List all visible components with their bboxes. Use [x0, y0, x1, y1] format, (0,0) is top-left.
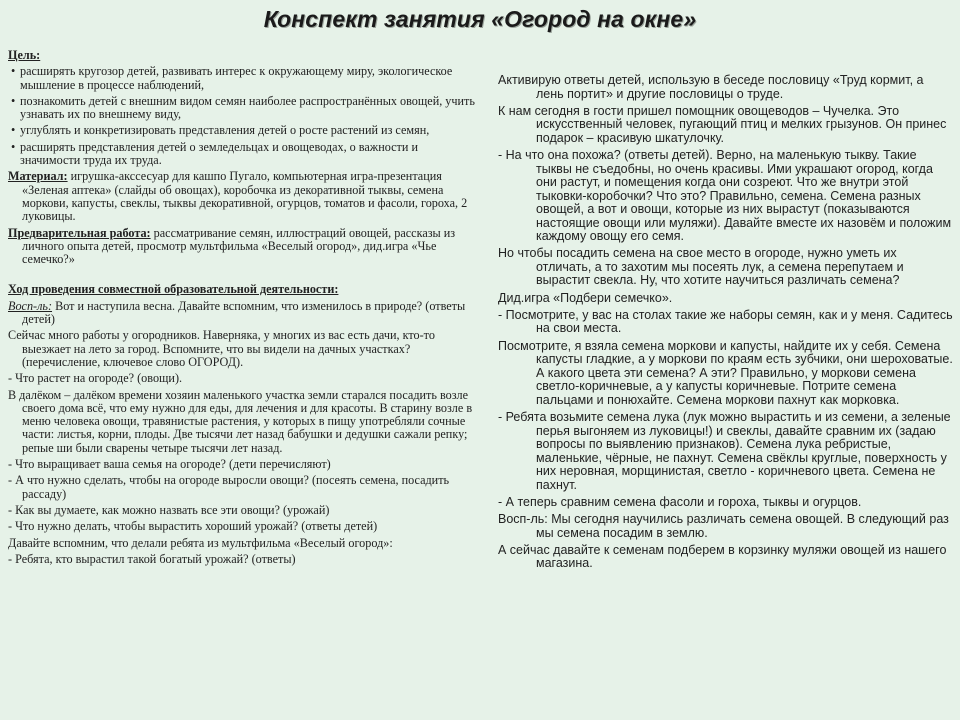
course-intro-paragraph — [8, 300, 478, 327]
course-speaker: Восп-ль: — [8, 298, 53, 313]
material-text: игрушка-акссесуар для кашпо Пугало, компьютерная игра-презентация «Зеленая аптека» (слайды об овощах), коробочка из декоративной тыквы, семена моркови, капусты, свеклы, тыквы декоративной, огурцов, томатов и фасоли, гороха, 2 луковицы. — [22, 169, 468, 224]
prep-text: рассматривание семян, иллюстраций овощей, рассказы из личного опыта детей, просмотр мультфильма «Веселый огород», дид.игра «Чье семечко?» — [22, 225, 456, 267]
goal-heading — [8, 49, 478, 62]
left-paragraph: - Что растет на огороде? (овощи). — [8, 371, 183, 386]
material-paragraph — [8, 170, 478, 223]
goal-label: Цель: — [8, 48, 41, 62]
right-paragraph: Но чтобы посадить семена на свое место в огороде, нужно уметь их отличать, а то захотим мы посеять лук, а семена перепутаем и вырастит свекла. Ну, что хотите научиться различать семена? — [498, 246, 904, 288]
right-paragraph: А сейчас давайте к семенам подберем в корзинку муляжи овощей из нашего магазина. — [498, 542, 947, 571]
right-paragraph: Посмотрите, я взяла семена моркови и капусты, найдите их у себя. Семена капусты гладкие, а у моркови по краям есть зубчики, они шероховатые. А какого цвета эти семена? А эти? Правильно, у моркови семена светло-коричневые, а у капусты коричневые. Потрите семена пальцами и понюхайте. Семена моркови пахнут как морковка. — [498, 338, 953, 407]
material-label: Материал: — [8, 169, 68, 184]
page-title: Конспект занятия «Огород на окне» — [263, 6, 697, 32]
left-column — [8, 49, 478, 569]
left-paragraph: - Ребята, кто вырастил такой богатый урожай? (ответы) — [8, 551, 296, 566]
left-paragraph: В далёком – далёком времени хозяин маленького участка земли старался посадить возле своего дома всё, что ему нужно для еды, для лечения и для красоты. В старину возле в меню человека овощи, травянистые растения, у которых в пищу употребляли сочные части: листья, корни, плоды. Две тысячи лет назад бабушки и дедушки сажали репку; репые ши были сварены четыре тысячи лет назад. — [8, 387, 473, 455]
left-paragraph: - Как вы думаете, как можно назвать все эти овощи? (урожай) — [8, 502, 330, 517]
goal-item: • углублять и конкретизировать представления детей о росте растений из семян, — [8, 124, 478, 137]
left-paragraph: - Что нужно делать, чтобы вырастить хороший урожай? (ответы детей) — [8, 519, 378, 534]
course-heading: Ход проведения совместной образовательной деятельности: — [8, 282, 339, 297]
right-paragraph: - А теперь сравним семена фасоли и гороха, тыквы и огурцов. — [498, 494, 862, 509]
right-paragraph: Дид.игра «Подбери семечко». — [498, 290, 673, 305]
right-paragraph: К нам сегодня в гости пришел помощник овощеводов – Чучелка. Это искусственный человек, пугающий птиц и мелких грызунов. Он принес подарок – красивую шкатулочку. — [498, 103, 947, 145]
prep-paragraph — [8, 227, 478, 267]
goal-item: • расширять кругозор детей, развивать интерес к окружающему миру, экологическое мышление в процессе наблюдений, — [8, 65, 478, 92]
prep-label: Предварительная работа: — [8, 225, 151, 240]
left-paragraph: Сейчас много работы у огородников. Наверняка, у многих из вас есть дачи, кто-то выезжает на лето за город. Вспомните, что вы видели на дачных участках? (перечисление, ключевое слово ОГОРОД). — [8, 328, 435, 369]
right-paragraph: - На что она похожа? (ответы детей). Верно, на маленькую тыкву. Такие тыквы не съедобны, но очень красивы. Ими украшают огород, когда они растут, и помещения когда они созреют. Что же внутри этой тыковки-коробочки? Что это? Правильно, семена. Семена разных овощей, а вот и овощи, которые из них вырастут (показываются настоящие овощи или муляжи). Давайте вместе их назовём и положим каждому овощу его семя. — [498, 148, 952, 244]
course-heading-paragraph — [8, 283, 478, 296]
left-paragraph: - Что выращивает ваша семья на огороде? (дети перечисляют) — [8, 457, 331, 472]
right-paragraph: - Посмотрите, у вас на столах такие же наборы семян, как и у меня. Садитесь на свои места. — [498, 307, 953, 336]
right-paragraph: - Ребята возьмите семена лука (лук можно вырастить и из семени, а зеленые перья выгоняем из луковицы!) и свеклы, давайте сравним их (задаю вопросы по выявлению признаков). Семена лука ребристые, маленькие, чёрные, не пахнут. Семена свёклы круглые, поверхность у них неровная, морщинистая, светло - коричневого цвета. Семена не пахнут. — [498, 410, 951, 492]
right-column — [498, 74, 953, 575]
left-paragraph: - А что нужно сделать, чтобы на огороде выросли овощи? (посеять семена, посадить рассаду) — [8, 473, 450, 501]
left-paragraph: Давайте вспомним, что делали ребята из мультфильма «Веселый огород»: — [8, 535, 393, 550]
goal-item: • расширять представления детей о земледельцах и овощеводах, о важности и значимости труда их труда. — [8, 141, 478, 168]
right-paragraph: Восп-ль: Мы сегодня научились различать семена овощей. В следующий раз мы семена посадим в землю. — [498, 512, 949, 540]
goal-item: • познакомить детей с внешним видом семян наиболее распространённых овощей, учить узнавать их по внешнему виду, — [8, 95, 478, 122]
course-intro-text: Вот и наступила весна. Давайте вспомним, что изменилось в природе? (ответы детей) — [22, 298, 466, 327]
right-paragraph: Активирую ответы детей, использую в беседе пословицу «Труд кормит, а лень портит» и другие пословицы о труде. — [498, 73, 924, 101]
